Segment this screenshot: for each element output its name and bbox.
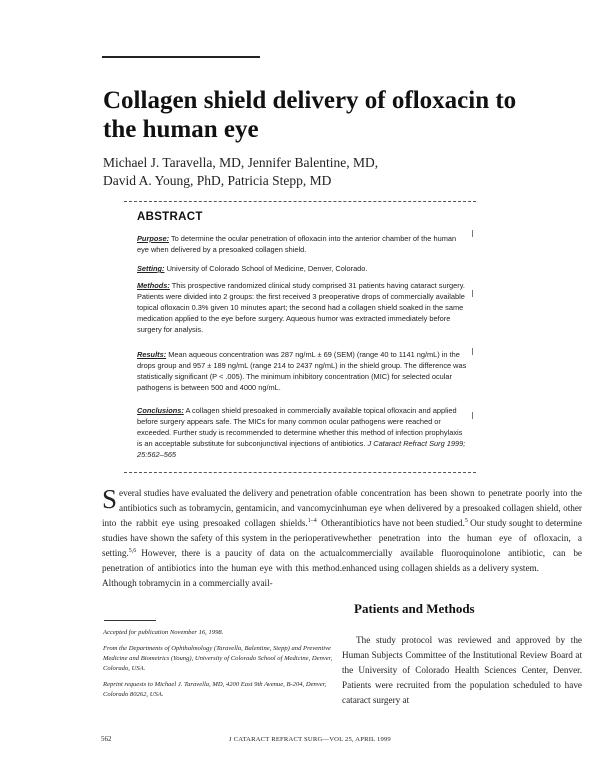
running-footer: J CATARACT REFRACT SURG—VOL 25, APRIL 1999 xyxy=(229,736,391,743)
reference-marker: 5 xyxy=(464,517,468,524)
abstract-text: Mean aqueous concentration was 287 ng/mL ± 69 (SEM) (range 40 to 1141 ng/mL) in the drops group and 957 ± 189 ng/mL (range 214 to 2437 ng/mL) in the shield group. The difference was statistically significant (P < .005). The minimum inhibitory concentration (MIC) for selected ocular pathogens is between 500 and 4000 ng/mL. xyxy=(137,350,467,392)
author-line: Michael J. Taravella, MD, Jennifer Balentine, MD, xyxy=(103,155,379,170)
header-rule xyxy=(102,56,260,58)
abstract-heading: ABSTRACT xyxy=(137,211,203,223)
reference-marker: 1–4 xyxy=(307,517,317,524)
abstract-label: Purpose: xyxy=(137,234,170,243)
abstract-label: Conclusions: xyxy=(137,406,184,415)
body-text: everal studies have evaluated the delivery and penetration of antibiotics such as tobramycin, gentamicin, and vancomycin into the rabbit eye using presoaked collagen shields. xyxy=(102,488,342,528)
body-text: However, there is a paucity of data on the actual penetration of antibiotics into the human eye with this method. Although tobramycin in a commercially avail- xyxy=(102,548,342,588)
footnote-reprint: Reprint requests to Michael J. Taravella, MD, 4200 East 9th Avenue, B-204, Denver, Colorado 80262, USA. xyxy=(103,681,327,698)
author-list xyxy=(103,154,523,190)
abstract-setting xyxy=(137,263,467,274)
reference-marker: 5,6 xyxy=(128,547,137,554)
intro-continued-paragraph xyxy=(342,486,582,576)
footnote-accepted: Accepted for publication November 16, 1998. xyxy=(103,629,224,636)
margin-mark xyxy=(472,348,473,355)
body-text: Other studies have shown the safety of this system in the perioperative setting. xyxy=(102,518,343,558)
author-line: David A. Young, PhD, Patricia Stepp, MD xyxy=(103,173,332,188)
body-text: The study protocol was reviewed and approved by the Human Subjects Committee of the Institutional Review Board at the University of Colorado Health Sciences Center, Denver. Patients were recruited from the population scheduled to have cataract surgery at xyxy=(342,635,582,705)
footnotes xyxy=(103,628,339,706)
abstract-methods xyxy=(137,280,467,335)
section-heading: Patients and Methods xyxy=(354,601,475,616)
margin-mark xyxy=(472,412,473,419)
abstract-label: Results: xyxy=(137,350,167,359)
methods-paragraph xyxy=(342,633,582,708)
abstract-conclusions xyxy=(137,405,467,460)
abstract-text: To determine the ocular penetration of ofloxacin into the anterior chamber of the human eye when delivered by a presoaked collagen shield. xyxy=(137,234,457,254)
intro-paragraph xyxy=(102,486,342,591)
drop-cap: S xyxy=(102,484,118,514)
abstract-text: University of Colorado School of Medicine, Denver, Colorado. xyxy=(166,264,368,273)
abstract-text: A collagen shield presoaked in commercially available topical ofloxacin and applied before surgery appears safe. The MICs for many common ocular pathogens were reached or exceeded. Further study is recommended to determine whether this method of infection prophylaxis is an acceptable substitute for subconjunctival injections of antibiotics. xyxy=(137,406,463,448)
footnote-affiliation: From the Departments of Ophthalmology (Taravella, Balentine, Stepp) and Preventive Medicine and Biometrics (Young), University of Colorado School of Medicine, Denver, Colorado, USA. xyxy=(103,645,333,672)
abstract-label: Setting: xyxy=(137,264,165,273)
abstract-purpose xyxy=(137,233,467,255)
body-text: Our study sought to determine whether penetration into the human eye of ofloxacin, a commercially available fluoroquinolone antibiotic, can be enhanced using collagen shields as a delivery system. xyxy=(342,518,582,573)
abstract-label: Methods: xyxy=(137,281,170,290)
article-title: Collagen shield delivery of ofloxacin to the human eye xyxy=(103,87,517,143)
margin-mark xyxy=(472,290,473,297)
footnote-rule xyxy=(104,620,156,621)
page-number: 562 xyxy=(101,735,112,743)
journal-citation: J Cataract Refract Surg 1999; 25:562–565 xyxy=(137,439,466,459)
body-text: able concentration has been shown to penetrate poorly into the human eye when delivered by a presoaked collagen shield, other antibiotics have not been studied. xyxy=(342,488,582,528)
abstract-results xyxy=(137,349,467,393)
abstract-text: This prospective randomized clinical study comprised 31 patients having cataract surgery. Patients were divided into 2 groups: the first received 3 preoperative drops of commercially available topical ofloxacin 0.3% given 10 minutes apart; the second had a collagen shield soaked in the same medication applied to the eye before surgery. Aqueous humor was extracted immediately before surgery for analysis. xyxy=(137,281,465,334)
margin-mark xyxy=(472,230,473,237)
